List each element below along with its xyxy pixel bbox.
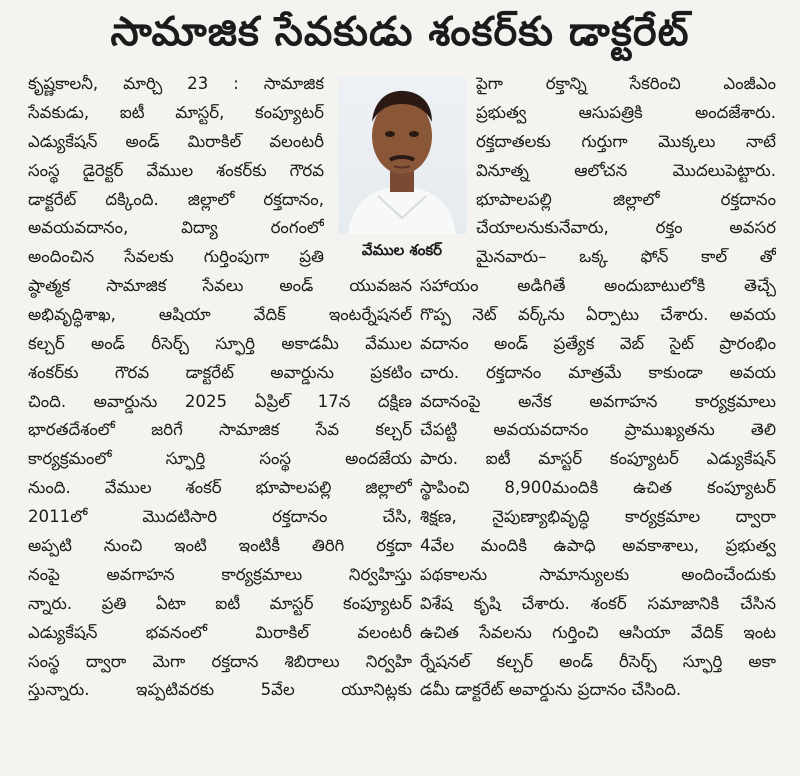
article-line: భూపాలపల్లి జిల్లాలో రక్తదానం <box>476 189 776 209</box>
article-line: వదానం అండ్ ప్రత్యేక వెబ్ సైట్ ప్రారంభిం <box>420 333 776 353</box>
article-line: కార్యక్రమంలో స్ఫూర్తి సంస్థ అందజేయ <box>28 449 412 469</box>
article-line: పారు. ఐటీ మాస్టర్ కంప్యూటర్ ఎడ్యుకేషన్ <box>420 449 776 469</box>
article-line: అవయవదానం, విద్యా రంగంలో <box>28 218 324 238</box>
photo-caption: వేముల శంకర్ <box>361 241 443 259</box>
article-line: డాక్టరేట్ దక్కింది. జిల్లాలో రక్తదానం, <box>28 189 324 209</box>
article-line: చారు. రక్తదానం మాత్రమే కాకుండా అవయ <box>420 362 776 382</box>
article-line: చింది. అవార్డును 2025 ఏప్రిల్ 17న దక్షిణ <box>28 391 412 411</box>
article-line: సంస్థ డైరెక్టర్ వేముల శంకర్‌కు గౌరవ <box>28 160 324 180</box>
article-column-left-top <box>28 70 324 272</box>
article-line: సేవకుడు, ఐటీ మాస్టర్, కంప్యూటర్ <box>28 102 324 122</box>
article-line: చేయాలనుకునేవారు, రక్తం అవసర <box>476 218 776 238</box>
article-line: నంపై అవగాహన కార్యక్రమాలు నిర్వహిస్తు <box>28 564 412 584</box>
article-line: నుంది. వేముల శంకర్ భూపాలపల్లి జిల్లాలో <box>28 478 412 498</box>
article-line: మైనవారు– ఒక్క ఫోన్ కాల్ తో <box>476 247 776 267</box>
article-column-right-bottom <box>420 272 776 705</box>
article-line: ఎడ్యుకేషన్ అండ్ మిరాకిల్ వలంటరీ <box>28 131 324 151</box>
article-line: విశేష కృషి చేశారు. శంకర్ సమాజానికి చేసిన <box>420 593 776 613</box>
article-line: న్నారు. ప్రతి ఏటా ఐటీ మాస్టర్ కంప్యూటర్ <box>28 593 412 613</box>
headline: సామాజిక సేవకుడు శంకర్‌కు డాక్టరేట్ <box>110 9 690 55</box>
article-line: అభివృద్ధిశాఖ, ఆషియా వేదిక్ ఇంటర్నేషనల్ <box>28 304 412 324</box>
article-line: పథకాలను సామాన్యులకు అందించేందుకు <box>420 564 776 584</box>
article-line: ప్రభుత్వ ఆసుపత్రికి అందజేశారు. <box>476 102 776 122</box>
portrait-photo <box>338 76 466 234</box>
article-line: ఎడ్యుకేషన్ భవనంలో మిరాకిల్ వలంటరీ <box>28 622 412 642</box>
article-line: చేపట్టి అవయవదానం ప్రాముఖ్యతను తెలి <box>420 420 776 440</box>
article-line: భారతదేశంలో జరిగే సామాజిక సేవ కల్చర్ <box>28 420 412 440</box>
article-line: సహాయం అడిగితే అందుబాటులోకి తెచ్చే <box>420 276 776 295</box>
article-line: శంకర్‌కు గౌరవ డాక్టరేట్ అవార్డును ప్రకటిం <box>28 362 412 382</box>
article-line: వినూత్న ఆలోచన మొదలుపెట్టారు. <box>476 160 776 180</box>
article-line: అప్పటి నుంచి ఇంటి ఇంటికీ తిరిగి రక్తదా <box>28 536 412 556</box>
article-column-right-top <box>476 70 776 272</box>
article-line: స్తున్నారు. ఇప్పటివరకు 5వేల యూనిట్లకు <box>28 680 412 700</box>
article-line: గొప్ప నెట్ వర్క్‌ను ఏర్పాటు చేశారు. అవయ <box>420 304 776 324</box>
article-line: కల్చర్ అండ్ రీసెర్చ్ స్ఫూర్తి అకాడమీ వేముల <box>28 333 412 353</box>
article-line: ర్నేషనల్ కల్చర్ అండ్ రీసెర్చ్ స్ఫూర్తి అకా <box>420 651 776 671</box>
article-line: 4వేల మందికి ఉపాధి అవకాశాలు, ప్రభుత్వ <box>420 536 776 556</box>
article-line: వదానంపై అనేక అవగాహన కార్యక్రమాలు <box>420 391 776 411</box>
article-column-left-bottom <box>28 272 412 705</box>
portrait-illustration <box>338 76 466 234</box>
article-line: స్థాపించి 8,900మందికి ఉచిత కంప్యూటర్ <box>420 478 776 498</box>
article-line: 2011లో మొదటిసారి రక్తదానం చేసి, <box>28 507 412 527</box>
article-line: ష్ఠాత్మక సామాజిక సేవలు అండ్ యువజన <box>28 276 412 295</box>
article-line: కృష్ణకాలనీ, మార్చి 23 : సామాజిక <box>28 74 324 93</box>
article-line: అందించిన సేవలకు గుర్తింపుగా ప్రతి <box>28 247 324 267</box>
article-line: ఉచిత సేవలను గుర్తించి ఆసియా వేదిక్ ఇంట <box>420 622 776 642</box>
article-line: శిక్షణ, నైపుణ్యాభివృద్ధి కార్యక్రమాల ద్వారా <box>420 507 776 527</box>
article-line: రక్తదాతలకు గుర్తుగా మొక్కలు నాటే <box>476 131 776 151</box>
article-line: డమీ డాక్టరేట్ అవార్డును ప్రదానం చేసింది. <box>420 680 682 700</box>
article-line: పైగా రక్తాన్ని సేకరించి ఎంజీఎం <box>476 74 776 93</box>
article-line: సంస్థ ద్వారా మెగా రక్తదాన శిబిరాలు నిర్వహి <box>28 651 412 671</box>
